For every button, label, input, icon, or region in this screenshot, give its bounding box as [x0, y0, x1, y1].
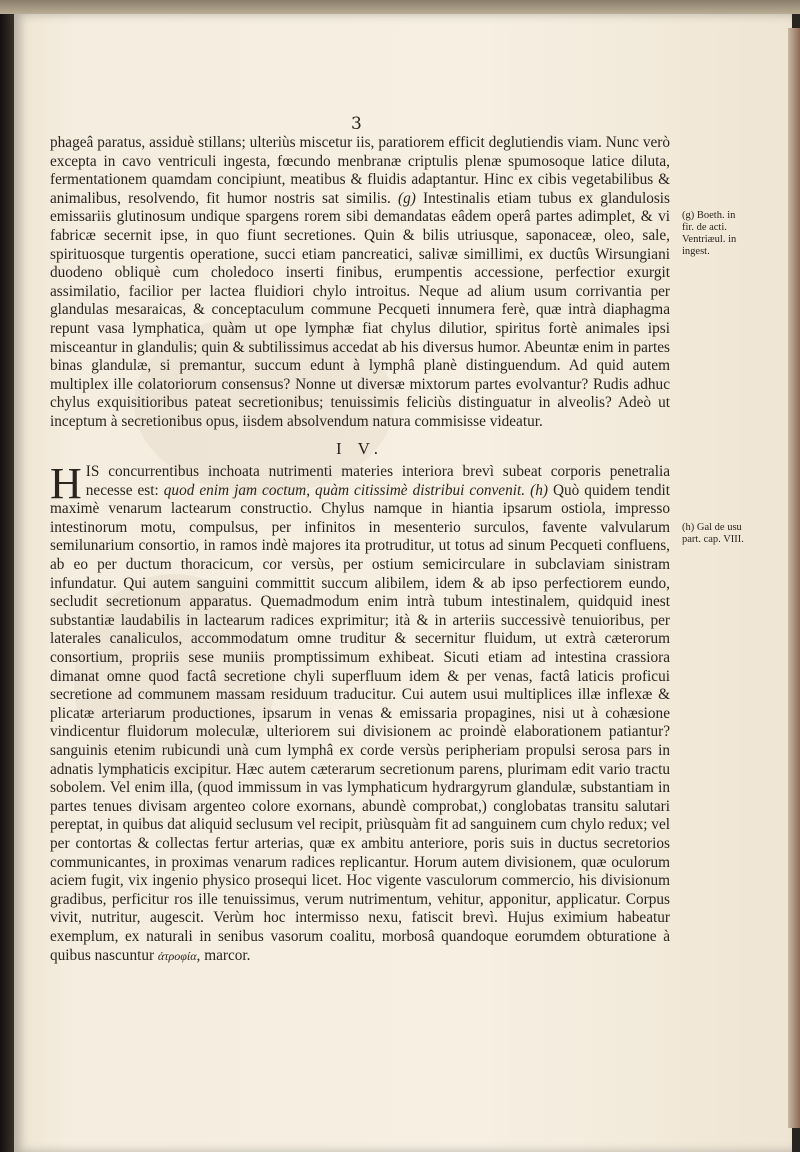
- book-binding-left: [0, 14, 14, 1152]
- paragraph-2: [50, 459, 671, 965]
- book-fore-edge: [788, 28, 800, 1128]
- margin-note-h: (h) Gal de usu part. cap. VIII.: [682, 522, 744, 545]
- paragraph-1: [50, 134, 670, 432]
- book-page: [14, 14, 792, 1152]
- book-top-edge: [0, 0, 800, 14]
- page-number: 3: [351, 114, 362, 134]
- main-text: [50, 134, 670, 965]
- footnote-ref-h: (h): [530, 481, 548, 499]
- paragraph-1-intro: phageâ paratus, assiduè stillans; ulteriùs miscetur iis, paratiorem efficit deglutiendis viam. Nunc verò excepta in cavo ventriculi ingesta, fœcundo menbranæ criptulis plenæ spumosoque latice diluta, fermentationem quamdam concipiunt, meatibus & fluidis adaptantur. Hinc ex cibis vegetabilibus & animalibus, resolvendo, fit humor nostris sat similis.: [50, 134, 670, 207]
- section-heading: I V.: [336, 438, 384, 458]
- paragraph-2-lead: IS concurrentibus inchoata nutrimenti materies interiora brevì subeat corporis penetralia necesse est:: [85, 463, 670, 499]
- footnote-ref-g: (g): [397, 189, 416, 207]
- paragraph-2-end: , marcor.: [196, 946, 251, 964]
- margin-note-g: (g) Boeth. in fir. de acti. Ventriæul. in ingest.: [682, 210, 737, 257]
- greek-word: ἀτροφία: [157, 948, 197, 963]
- paragraph-2-rest: Quò quidem tendit maximè venarum lactearum constructio. Chylus namque in hiantia ipsarum ostiola, impresso intestinorum motu, compulsus, per infinitos in mesenterio surculos, favente valvularum semilunarium consortio, in ramos indè majores ita protruditur, ut totus ad sinum Pecqueti confluens, ab eo per ductum thoracicum, cor versùs, per ostium semicirculare in subclaviam sinistram infundatur. Qui autem sanguini committit succum alibilem, idem & ab ipso perfectiorem eundo, secludit secretionum apparatus. Quemadmodum enim intrà tubum intestinalem, quidquid inest substantiæ laudabilis in lactearum radices exprimitur; ità & in arteriis successivè tenuioribus, per laterales canaliculos, accommodatum omne truditur & secernitur fluidum, ut extrà cæterorum consortium, propriis sese muniis promptissimum exhibeat. Sicuti etiam ad intestina crassiora dimanat omne quod factâ secretione chyli superfluum idem & per venas, factâ laticis proficui secretione ad communem massam residuum traducitur. Cui autem usui multiplices illæ inflexæ & plicatæ arteriarum productiones, ipsarum in venas & emissaria propagines, nisi ut à cohæsione vindicentur fluidorum moleculæ, ulteriorem sui divisionem ac proindè elaborationem patiantur? sanguinis etenim rubicundi unà cum lymphâ ex corde versùs peripheriam propulsi serosa pars in adnatis lymphaticis excipitur. Hæc autem cæterarum secretionum parens, plurimam edit vario tractu sobolem. Vel enim illa, (quod immissum in vas lymphaticum hydrargyrum glandulæ, substantiam in partes tenues divisam argenteo colore exornans, abundè comprobat,) conglobatas transitu salutari pereptat, in quibus dat aliquid seclusum vel recipit, priùsquàm fit ad sanguinem cum chylo redux; vel per contortas & collectas fertur arterias, quæ ex ambitu anteriore, poris suis in ductus secretorios communicantes, in proximas venarum radices replicantur. Horum autem divisionem, quæ oculorum aciem fugit, vix ingenio physico prosequi licet. Hoc vigente vasculorum commercio, his divisionum gradibus, perficitur ros ille tenuissimus, verum nutrimentum, vehitur, apponitur, applicatur. Corpus vivit, nutritur, augescit. Verùm hoc intermisso nexu, fatiscit brevì. Hujus eximium habeatur exemplum, ex naturali in senibus vasorum coalitu, morbosâ quandoque eorumdem obturatione à quibus nascuntur: [50, 481, 671, 964]
- drop-capital: H: [50, 459, 82, 509]
- paragraph-1-rest: Intestinalis etiam tubus ex glandulosis emissariis glutinosum undique spargens rorem sibi demandatas eâdem operâ partes adimplet, & vi fabricæ secernit ipse, in quo fiunt secretiones. Quin & bilis utriusque, saponaceæ, oleo, sale, spirituosque turgentis operatione, succi etiam pancreatici, salivæ simillimi, ex ductûs Wirsungiani duodeno obliquè cum choledoco inserti finibus, erumpentis accessione, perfectior exurgit assimilatio, facilior per lactea fluidiori chylo introitus. Neque ad alium usum corrivantia per glandulas mesaraicas, & conceptaculum commune Pecqueti innumera ferè, quæ intrà diaphagma repunt vasa lymphatica, quàm ut ope lymphæ fiat chylus dilutior, spiritus fortè animales ipsi misceantur in glandulis; quin & subtilissimus accedat ab his diversus humor. Abeuntæ enim in partes binas glandulæ, si premantur, succum edunt à lymphâ planè distinguendum. Ad quid autem multiplex ille colatoriorum consensus? Nonne ut diversæ mixtorum partes evolvantur? Rudis adhuc chylus exquisitioribus pateat secretionibus; tenuissimis feliciùs distinguatur in alveolis? Adeò ut inceptum à secretionibus opus, iisdem absolvendum natura commisisse videatur.: [50, 189, 670, 430]
- quotation: quod enim jam coctum, quàm citissimè distribui convenit.: [163, 481, 526, 499]
